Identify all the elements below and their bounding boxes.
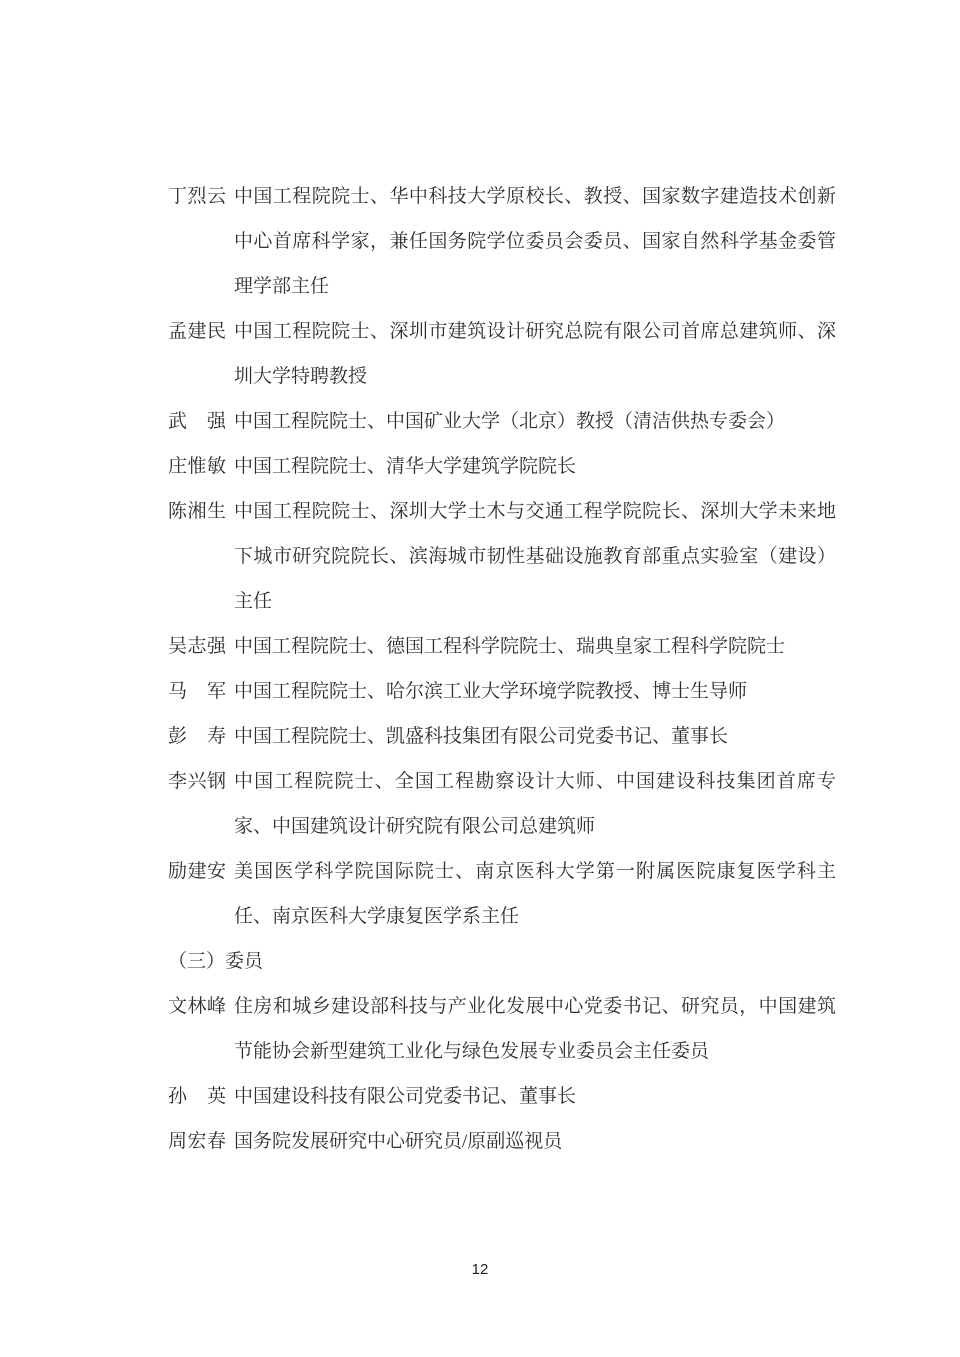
- member-description: 中国工程院院士、凯盛科技集团有限公司党委书记、董事长: [234, 726, 729, 747]
- member-description: 中国工程院院士、哈尔滨工业大学环境学院教授、博士生导师: [234, 681, 748, 702]
- member-description: 中国工程院院士、中国矿业大学（北京）教授（清洁供热专委会）: [234, 411, 786, 432]
- section-heading: （三）委员: [168, 951, 264, 972]
- member-description: 中国工程院院士、清华大学建筑学院院长: [234, 456, 577, 477]
- member-name: 吴志强: [168, 636, 226, 657]
- member-name: 励建安: [168, 861, 226, 882]
- member-row: [168, 759, 848, 849]
- member-name: 李兴钢: [168, 771, 226, 792]
- member-description: 中国建设科技有限公司党委书记、董事长: [234, 1086, 577, 1107]
- member-row: [168, 399, 848, 444]
- member-row: [168, 444, 848, 489]
- member-description: 中国工程院院士、全国工程勘察设计大师、中国建设科技集团首席专家、中国建筑设计研究院有限公司总建筑师: [234, 771, 836, 837]
- member-description: 中国工程院院士、深圳市建筑设计研究总院有限公司首席总建筑师、深圳大学特聘教授: [234, 321, 836, 387]
- member-roster: [168, 174, 848, 1164]
- member-name: 文林峰: [168, 996, 226, 1017]
- member-name: 庄惟敏: [168, 456, 226, 477]
- member-row: [168, 489, 848, 624]
- member-row: [168, 1119, 848, 1164]
- member-row: [168, 174, 848, 309]
- member-description: 中国工程院院士、德国工程科学院院士、瑞典皇家工程科学院院士: [234, 636, 786, 657]
- member-name: 陈湘生: [168, 501, 226, 522]
- member-row: [168, 849, 848, 939]
- member-name: 马军: [168, 681, 226, 702]
- member-description: 美国医学科学院国际院士、南京医科大学第一附属医院康复医学科主任、南京医科大学康复医学系主任: [234, 861, 836, 927]
- member-name: 彭寿: [168, 726, 226, 747]
- member-row: [168, 309, 848, 399]
- member-description: 住房和城乡建设部科技与产业化发展中心党委书记、研究员，中国建筑节能协会新型建筑工业化与绿色发展专业委员会主任委员: [234, 996, 836, 1062]
- member-row: [168, 984, 848, 1074]
- member-description: 中国工程院院士、深圳大学土木与交通工程学院院长、深圳大学未来地下城市研究院院长、滨海城市韧性基础设施教育部重点实验室（建设）主任: [234, 501, 836, 612]
- member-description: 中国工程院院士、华中科技大学原校长、教授、国家数字建造技术创新中心首席科学家，兼任国务院学位委员会委员、国家自然科学基金委管理学部主任: [234, 186, 836, 297]
- member-row: [168, 714, 848, 759]
- member-row: [168, 1074, 848, 1119]
- page-number: 12: [471, 1261, 489, 1278]
- member-name: 丁烈云: [168, 186, 226, 207]
- member-name: 孟建民: [168, 321, 226, 342]
- member-name: 周宏春: [168, 1131, 226, 1152]
- member-name: 武强: [168, 411, 226, 432]
- member-name: 孙英: [168, 1086, 226, 1107]
- member-row: [168, 669, 848, 714]
- member-description: 国务院发展研究中心研究员/原副巡视员: [234, 1131, 563, 1152]
- member-row: [168, 624, 848, 669]
